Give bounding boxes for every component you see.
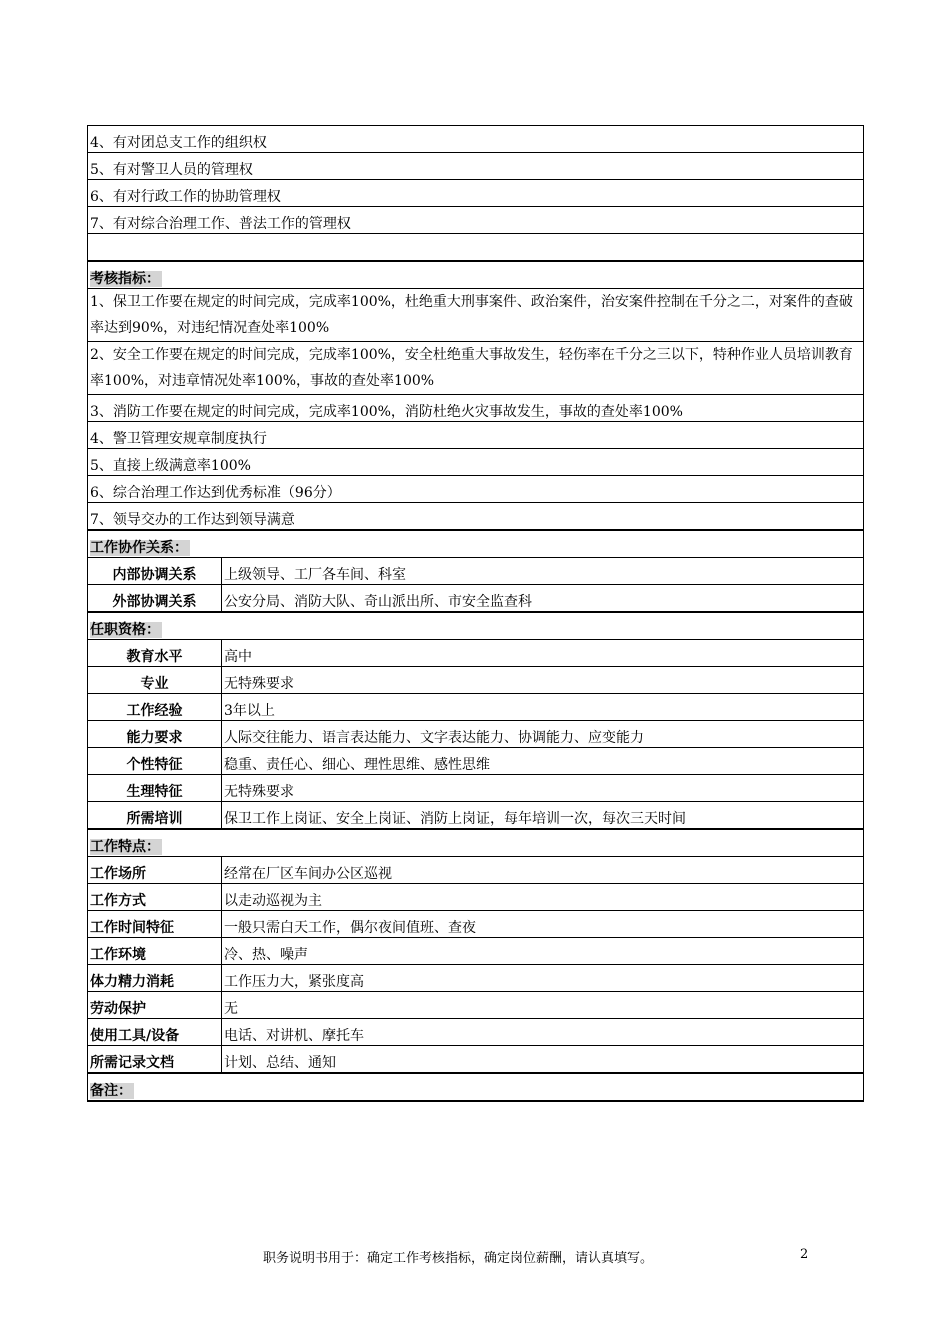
qualification-row bbox=[88, 748, 864, 775]
characteristic-label: 工作时间特征 bbox=[88, 911, 222, 938]
assessment-item: 3、消防工作要在规定的时间完成，完成率100%，消防杜绝火灾事故发生，事故的查处率100% bbox=[88, 395, 864, 422]
qualification-row bbox=[88, 721, 864, 748]
assessment-row bbox=[88, 289, 864, 342]
characteristic-row bbox=[88, 992, 864, 1019]
characteristic-value: 以走动巡视为主 bbox=[222, 884, 864, 911]
authority-row bbox=[88, 126, 864, 153]
qualification-value: 稳重、责任心、细心、理性思维、感性思维 bbox=[222, 748, 864, 775]
remarks-header: 备注： bbox=[90, 1083, 132, 1099]
qualification-label: 能力要求 bbox=[88, 721, 222, 748]
cooperation-label: 外部协调关系 bbox=[88, 585, 222, 613]
characteristic-row bbox=[88, 1046, 864, 1074]
authority-row bbox=[88, 153, 864, 180]
cooperation-header: 工作协作关系： bbox=[90, 540, 188, 556]
job-description-table bbox=[87, 125, 864, 1102]
cooperation-row bbox=[88, 558, 864, 585]
assessment-item: 4、警卫管理安规章制度执行 bbox=[88, 422, 864, 449]
authority-item: 4、有对团总支工作的组织权 bbox=[88, 126, 864, 153]
cooperation-row bbox=[88, 585, 864, 613]
characteristic-row bbox=[88, 965, 864, 992]
characteristic-label: 工作场所 bbox=[88, 857, 222, 884]
cooperation-header-row bbox=[88, 530, 864, 558]
qualification-row bbox=[88, 694, 864, 721]
assessment-row bbox=[88, 503, 864, 531]
qualification-value: 人际交往能力、语言表达能力、文字表达能力、协调能力、应变能力 bbox=[222, 721, 864, 748]
qualification-value: 3年以上 bbox=[222, 694, 864, 721]
section-header-cell bbox=[88, 829, 864, 857]
assessment-item: 2、安全工作要在规定的时间完成，完成率100%，安全杜绝重大事故发生，轻伤率在千分之三以下，特种作业人员培训教育率100%，对违章情况处率100%，事故的查处率100% bbox=[88, 342, 864, 395]
characteristic-label: 工作环境 bbox=[88, 938, 222, 965]
characteristics-header-row bbox=[88, 829, 864, 857]
characteristic-label: 工作方式 bbox=[88, 884, 222, 911]
characteristic-value: 电话、对讲机、摩托车 bbox=[222, 1019, 864, 1046]
remarks-header-row bbox=[88, 1073, 864, 1101]
section-header-cell bbox=[88, 1073, 864, 1101]
qualification-row bbox=[88, 640, 864, 667]
assessment-item: 7、领导交办的工作达到领导满意 bbox=[88, 503, 864, 531]
qualification-row bbox=[88, 667, 864, 694]
characteristic-label: 使用工具/设备 bbox=[88, 1019, 222, 1046]
characteristic-row bbox=[88, 884, 864, 911]
qualification-row bbox=[88, 802, 864, 830]
characteristic-value: 无 bbox=[222, 992, 864, 1019]
assessment-item: 5、直接上级满意率100% bbox=[88, 449, 864, 476]
footer-text: 职务说明书用于：确定工作考核指标，确定岗位薪酬，请认真填写。 bbox=[263, 1251, 654, 1266]
characteristic-row bbox=[88, 911, 864, 938]
characteristic-value: 冷、热、噪声 bbox=[222, 938, 864, 965]
characteristic-label: 体力精力消耗 bbox=[88, 965, 222, 992]
assessment-item: 6、综合治理工作达到优秀标准（96分） bbox=[88, 476, 864, 503]
qualification-row bbox=[88, 775, 864, 802]
qualification-label: 工作经验 bbox=[88, 694, 222, 721]
authority-row bbox=[88, 207, 864, 234]
assessment-item: 1、保卫工作要在规定的时间完成，完成率100%，杜绝重大刑事案件、政治案件，治安案件控制在千分之二，对案件的查破率达到90%，对违纪情况查处率100% bbox=[88, 289, 864, 342]
assessment-row bbox=[88, 449, 864, 476]
assessment-header-row bbox=[88, 261, 864, 289]
qualification-label: 所需培训 bbox=[88, 802, 222, 830]
qualification-value: 高中 bbox=[222, 640, 864, 667]
cooperation-value: 上级领导、工厂各车间、科室 bbox=[222, 558, 864, 585]
section-header-cell bbox=[88, 261, 864, 289]
blank-cell bbox=[88, 234, 864, 262]
characteristic-value: 一般只需白天工作，偶尔夜间值班、查夜 bbox=[222, 911, 864, 938]
characteristics-header: 工作特点： bbox=[90, 839, 160, 855]
characteristic-value: 经常在厂区车间办公区巡视 bbox=[222, 857, 864, 884]
qualification-label: 个性特征 bbox=[88, 748, 222, 775]
qualification-value: 无特殊要求 bbox=[222, 667, 864, 694]
assessment-row bbox=[88, 476, 864, 503]
qualifications-header-row bbox=[88, 612, 864, 640]
section-header-cell bbox=[88, 530, 864, 558]
section-header-cell bbox=[88, 612, 864, 640]
characteristic-label: 所需记录文档 bbox=[88, 1046, 222, 1074]
authority-row bbox=[88, 180, 864, 207]
characteristic-value: 工作压力大，紧张度高 bbox=[222, 965, 864, 992]
assessment-row bbox=[88, 422, 864, 449]
characteristic-row bbox=[88, 938, 864, 965]
blank-row bbox=[88, 234, 864, 262]
qualification-label: 专业 bbox=[88, 667, 222, 694]
qualification-label: 教育水平 bbox=[88, 640, 222, 667]
assessment-row bbox=[88, 342, 864, 395]
qualification-label: 生理特征 bbox=[88, 775, 222, 802]
assessment-header: 考核指标： bbox=[90, 271, 160, 287]
qualification-value: 无特殊要求 bbox=[222, 775, 864, 802]
characteristic-row bbox=[88, 857, 864, 884]
characteristic-value: 计划、总结、通知 bbox=[222, 1046, 864, 1074]
cooperation-value: 公安分局、消防大队、奇山派出所、市安全监查科 bbox=[222, 585, 864, 613]
cooperation-label: 内部协调关系 bbox=[88, 558, 222, 585]
qualifications-header: 任职资格： bbox=[90, 622, 160, 638]
assessment-row bbox=[88, 395, 864, 422]
characteristic-row bbox=[88, 1019, 864, 1046]
authority-item: 6、有对行政工作的协助管理权 bbox=[88, 180, 864, 207]
qualification-value: 保卫工作上岗证、安全上岗证、消防上岗证，每年培训一次，每次三天时间 bbox=[222, 802, 864, 830]
page-number: 2 bbox=[800, 1247, 809, 1262]
authority-item: 5、有对警卫人员的管理权 bbox=[88, 153, 864, 180]
authority-item: 7、有对综合治理工作、普法工作的管理权 bbox=[88, 207, 864, 234]
characteristic-label: 劳动保护 bbox=[88, 992, 222, 1019]
